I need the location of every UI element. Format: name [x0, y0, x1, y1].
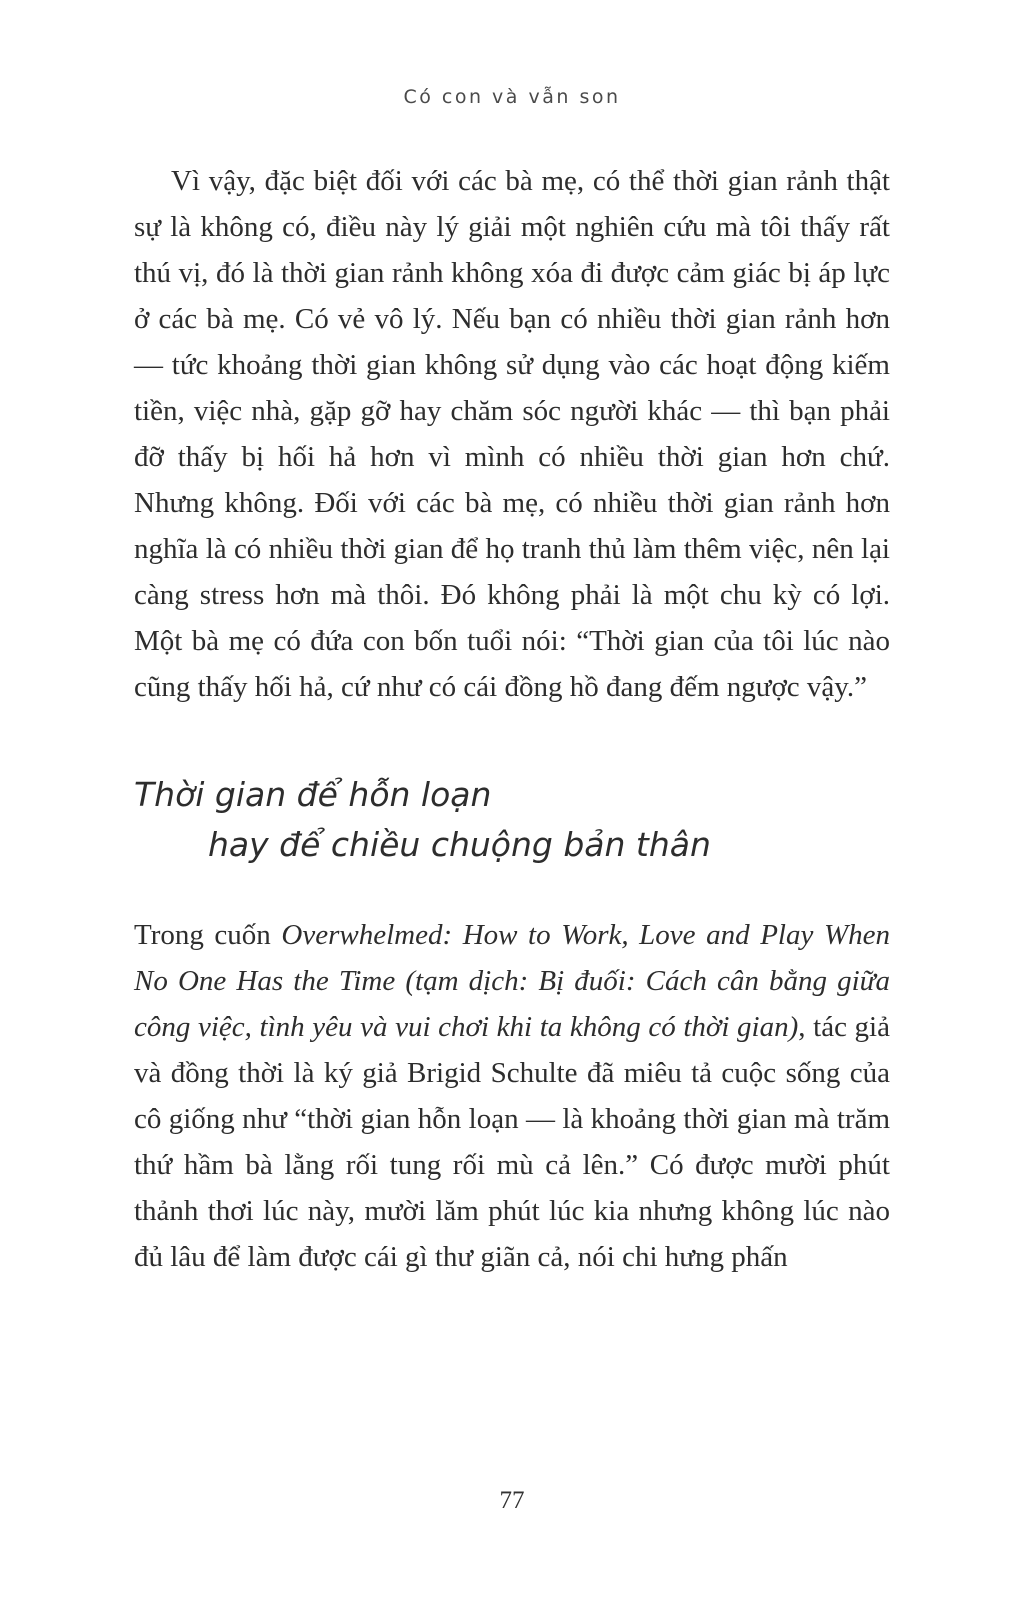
page-number: 77: [499, 1487, 525, 1514]
text-run-body: , tác giả và đồng thời là ký giả Brigid Schulte đã miêu tả cuộc sống của cô giống như “thời gian hỗn loạn — là khoảng thời gian mà trăm thứ hầm bà lằng rối tung rối mù cả lên.” Có được mười phút thảnh thơi lúc này, mười lăm phút lúc kia nhưng không lúc nào đủ lâu để làm được cái gì thư giãn cả, nói chi hưng phấn: [134, 1011, 890, 1273]
section-heading-line-2: hay để chiều chuộng bản thân: [208, 825, 711, 864]
text-run-intro: Trong cuốn: [134, 919, 282, 951]
section-heading: [134, 770, 890, 870]
section-heading-line-1: Thời gian để hỗn loạn: [134, 775, 492, 814]
page-content: [134, 158, 890, 1280]
running-header: Có con và vẫn son: [403, 86, 621, 108]
book-title-text: Overwhelmed: How to Work, Love and Play When No One Has the Time (tạm dịch: Bị đuối: Cách cân bằng giữa công việc, tình yêu và vui chơi khi ta không có thời gian): [134, 919, 890, 1043]
paragraph-free-time: Vì vậy, đặc biệt đối với các bà mẹ, có thể thời gian rảnh thật sự là không có, điều này lý giải một nghiên cứu mà tôi thấy rất thú vị, đó là thời gian rảnh không xóa đi được cảm giác bị áp lực ở các bà mẹ. Có vẻ vô lý. Nếu bạn có nhiều thời gian rảnh hơn — tức khoảng thời gian không sử dụng vào các hoạt động kiếm tiền, việc nhà, gặp gỡ hay chăm sóc người khác — thì bạn phải đỡ thấy bị hối hả hơn vì mình có nhiều thời gian hơn chứ. Nhưng không. Đối với các bà mẹ, có nhiều thời gian rảnh hơn nghĩa là có nhiều thời gian để họ tranh thủ làm thêm việc, nên lại càng stress hơn mà thôi. Đó không phải là một chu kỳ có lợi. Một bà mẹ có đứa con bốn tuổi nói: “Thời gian của tôi lúc nào cũng thấy hối hả, cứ như có cái đồng hồ đang đếm ngược vậy.”: [134, 165, 890, 703]
paragraph-overwhelmed: [134, 912, 890, 1280]
